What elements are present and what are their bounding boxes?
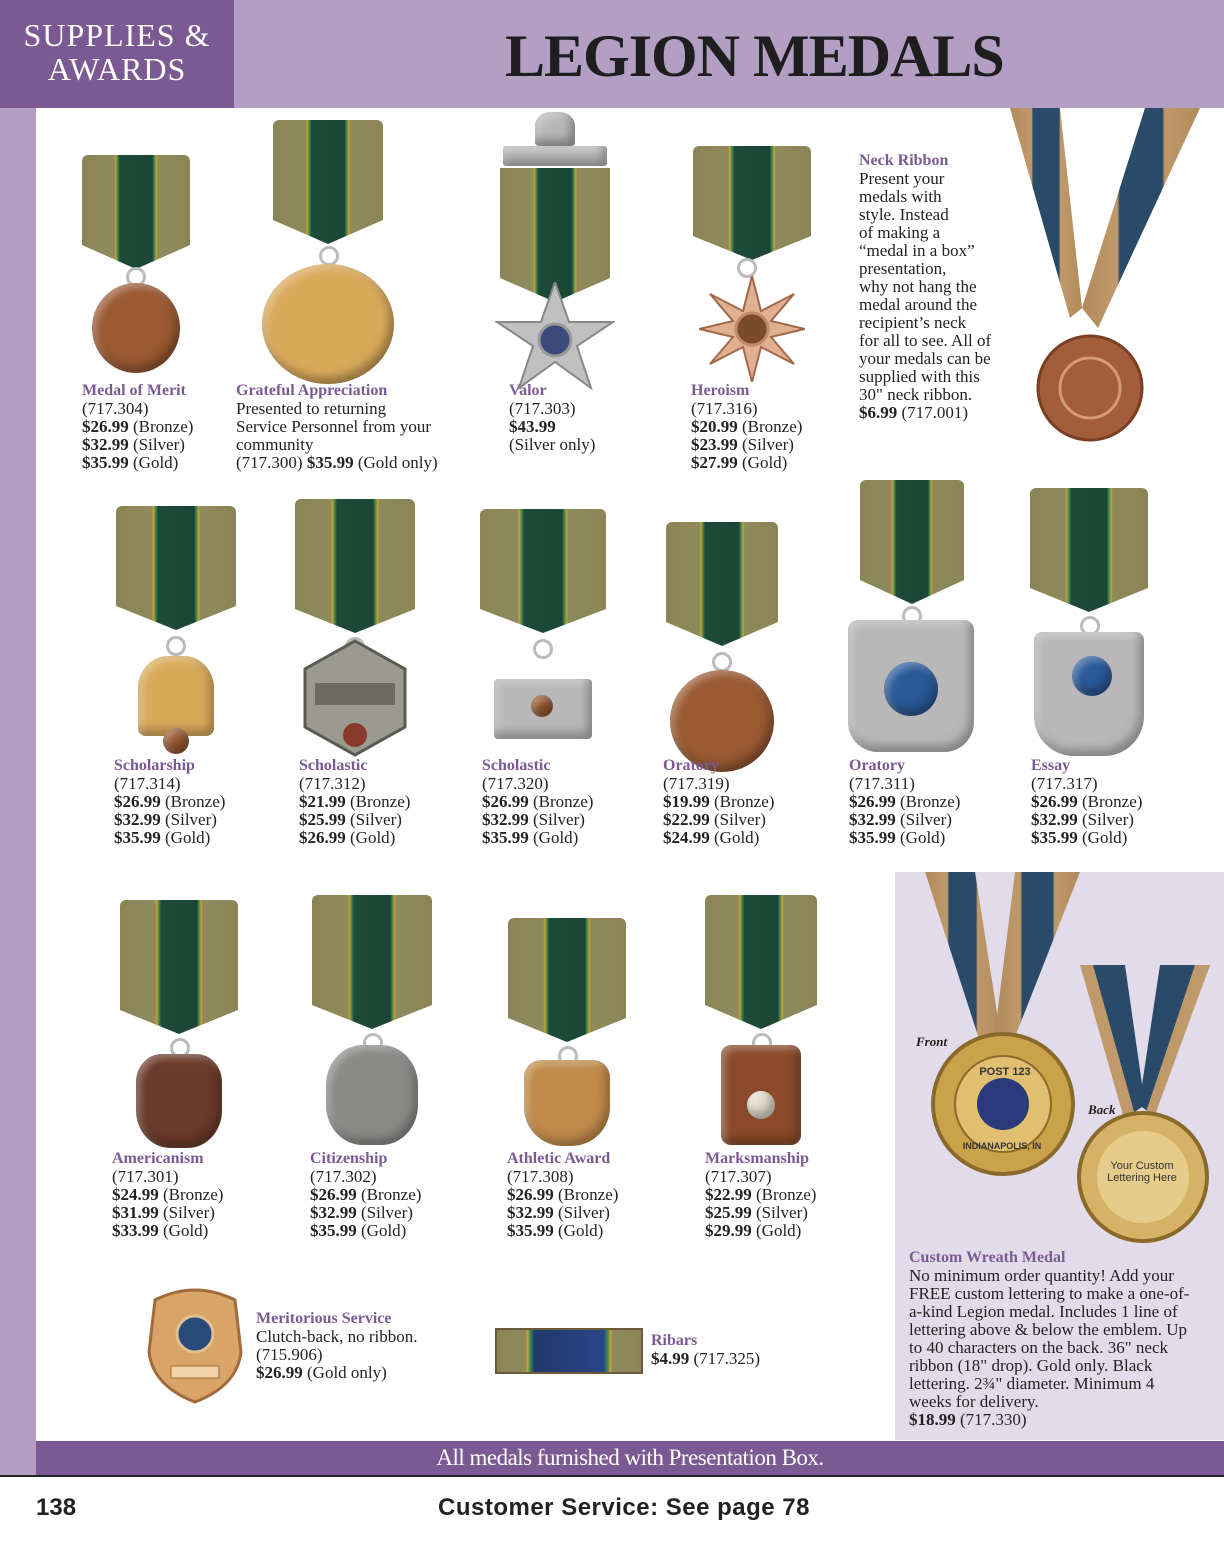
- price: $32.99: [1031, 810, 1078, 829]
- price: $23.99: [691, 435, 738, 454]
- price: $26.99: [114, 792, 161, 811]
- medal-sku: (717.320): [482, 774, 549, 793]
- medal-sku: (717.312): [299, 774, 366, 793]
- oratory-311-image: [848, 480, 976, 760]
- finish: (Silver): [737, 435, 794, 454]
- meritorious-service-badge-image: [145, 1282, 245, 1404]
- medal-name: Scholarship: [114, 757, 195, 774]
- finish: (Gold): [345, 828, 396, 847]
- caption-ribars: [651, 1332, 760, 1368]
- medal-name: Athletic Award: [507, 1150, 611, 1167]
- caption-americanism: [112, 1150, 223, 1240]
- description-line: Present your: [859, 169, 945, 188]
- medal-sku: (717.308): [507, 1167, 574, 1186]
- medal-name: Medal of Merit: [82, 382, 186, 399]
- product-name: Custom Wreath Medal: [909, 1249, 1066, 1266]
- caption-scholastic-320: [482, 757, 593, 847]
- medal-sku: (717.302): [310, 1167, 377, 1186]
- star-icon: [495, 282, 615, 392]
- scholastic-320-image: [480, 509, 606, 759]
- price: $32.99: [482, 810, 529, 829]
- footer-band: All medals furnished with Presentation Box.: [36, 1441, 1224, 1475]
- sku: (717.330): [955, 1410, 1027, 1429]
- price: $35.99: [1031, 828, 1078, 847]
- description-line: FREE custom lettering to make a one-of-: [909, 1284, 1190, 1303]
- page-number: 138: [36, 1494, 77, 1521]
- price: $35.99: [849, 828, 896, 847]
- caption-athletic-award: [507, 1150, 618, 1240]
- americanism-image: [120, 900, 238, 1150]
- description-line: lettering above & below the emblem. Up: [909, 1320, 1188, 1339]
- description-line: to 40 characters on the back. 36" neck: [909, 1338, 1169, 1357]
- scholastic-312-image: [295, 499, 415, 759]
- finish: (Bronze): [737, 417, 803, 436]
- price: $27.99: [691, 453, 738, 472]
- price: $26.99: [507, 1185, 554, 1204]
- medal-sku: (717.311): [849, 774, 915, 793]
- section-tab-line2: AWARDS: [47, 51, 187, 87]
- price: $35.99: [482, 828, 529, 847]
- finish: (Silver): [709, 810, 766, 829]
- medal-name: Citizenship: [310, 1150, 388, 1167]
- medal-sku: (717.307): [705, 1167, 772, 1186]
- back-label: Back: [1088, 1102, 1116, 1117]
- price: $22.99: [663, 810, 710, 829]
- description-line: “medal in a box”: [859, 241, 975, 260]
- price: $19.99: [663, 792, 710, 811]
- description-line: 30" neck ribbon.: [859, 385, 973, 404]
- caption-valor: [509, 382, 595, 454]
- description-line: a-kind Legion medal. Includes 1 line of: [909, 1302, 1178, 1321]
- description-line: lettering. 2¾" diameter. Minimum 4: [909, 1374, 1155, 1393]
- price: $21.99: [299, 792, 346, 811]
- price: $35.99: [114, 828, 161, 847]
- medal-sku: (717.316): [691, 399, 758, 418]
- scholarship-image: [116, 506, 236, 756]
- price: $25.99: [705, 1203, 752, 1222]
- caption-medal-of-merit: [82, 382, 193, 472]
- description-line: Clutch-back, no ribbon.: [256, 1327, 418, 1346]
- description-line: Service Personnel from your: [236, 417, 431, 436]
- finish: (Silver): [1077, 810, 1134, 829]
- finish: (Silver only): [509, 435, 596, 454]
- price: $26.99: [299, 828, 346, 847]
- price: $35.99: [310, 1221, 357, 1240]
- medal-name: Valor: [509, 382, 547, 399]
- finish: (Bronze): [128, 417, 194, 436]
- finish: (Gold): [160, 828, 211, 847]
- front-engraving-bottom: INDIANAPOLIS, IN: [962, 1141, 1042, 1151]
- finish: (Gold): [895, 828, 946, 847]
- finish: (Bronze): [751, 1185, 817, 1204]
- caption-scholastic-312: [299, 757, 410, 847]
- finish: (Bronze): [158, 1185, 224, 1204]
- medal-of-merit-image: [82, 155, 190, 385]
- description-line: style. Instead: [859, 205, 949, 224]
- price: $35.99: [306, 453, 354, 472]
- price: $32.99: [114, 810, 161, 829]
- caption-custom-wreath-medal: [909, 1249, 1189, 1429]
- finish: (Gold): [751, 1221, 802, 1240]
- description-line: weeks for delivery.: [909, 1392, 1039, 1411]
- price: $24.99: [112, 1185, 159, 1204]
- price: $26.99: [1031, 792, 1078, 811]
- finish: (Gold): [709, 828, 760, 847]
- price: $35.99: [507, 1221, 554, 1240]
- front-engraving-top: POST 123: [979, 1066, 1031, 1078]
- finish: (Gold): [128, 453, 179, 472]
- finish: (Bronze): [528, 792, 594, 811]
- finish: (Gold only): [353, 453, 438, 472]
- medal-name: Heroism: [691, 382, 750, 399]
- finish: (Bronze): [345, 792, 411, 811]
- wreath-medal-front-image: [905, 872, 1085, 1177]
- price: $26.99: [310, 1185, 357, 1204]
- finish: (Silver): [158, 1203, 215, 1222]
- caption-citizenship: [310, 1150, 421, 1240]
- description-line: presentation,: [859, 259, 947, 278]
- medal-name: Oratory: [849, 757, 905, 774]
- caption-essay: [1031, 757, 1142, 847]
- price: $33.99: [112, 1221, 159, 1240]
- finish: (Gold): [737, 453, 788, 472]
- grateful-appreciation-image: [258, 120, 398, 390]
- medal-name: Essay: [1031, 757, 1071, 774]
- caption-meritorious-service: [256, 1310, 417, 1382]
- finish: (Gold): [528, 828, 579, 847]
- description-line: your medals can be: [859, 349, 991, 368]
- price: $6.99: [859, 403, 898, 422]
- price: $35.99: [82, 453, 129, 472]
- finish: (Bronze): [895, 792, 961, 811]
- price: $29.99: [705, 1221, 752, 1240]
- medal-sku: (717.303): [509, 399, 576, 418]
- caption-marksmanship: [705, 1150, 816, 1240]
- neck-ribbon-image: [990, 108, 1210, 443]
- medal-sku: (717.317): [1031, 774, 1098, 793]
- section-tab: [0, 0, 234, 108]
- heroism-image: [693, 146, 811, 386]
- price: $25.99: [299, 810, 346, 829]
- price: $32.99: [310, 1203, 357, 1222]
- finish: (Silver): [128, 435, 185, 454]
- caption-oratory-311: [849, 757, 960, 847]
- medal-name: Grateful Appreciation: [236, 382, 388, 399]
- price: $22.99: [705, 1185, 752, 1204]
- medal-name: Scholastic: [482, 757, 551, 774]
- price: $26.99: [482, 792, 529, 811]
- caption-neck-ribbon: [859, 152, 991, 422]
- price: $26.99: [256, 1363, 303, 1382]
- price: $20.99: [691, 417, 738, 436]
- description-line: community: [236, 435, 314, 454]
- caption-heroism: [691, 382, 802, 472]
- finish: (Silver): [895, 810, 952, 829]
- finish: (Bronze): [709, 792, 775, 811]
- page-title: LEGION MEDALS: [505, 23, 1004, 89]
- description-line: recipient’s neck: [859, 313, 967, 332]
- description-line: ribbon (18" drop). Gold only. Black: [909, 1356, 1153, 1375]
- back-engraving: Your Custom Lettering Here: [1107, 1160, 1177, 1184]
- side-bar: [0, 108, 36, 1476]
- finish: (Silver): [160, 810, 217, 829]
- finish: (Gold only): [302, 1363, 387, 1382]
- medal-name: Oratory: [663, 757, 719, 774]
- medal-name: Americanism: [112, 1150, 204, 1167]
- price: $24.99: [663, 828, 710, 847]
- price: $18.99: [909, 1410, 956, 1429]
- finish: (Bronze): [160, 792, 226, 811]
- price: $4.99: [651, 1349, 690, 1368]
- price: $32.99: [507, 1203, 554, 1222]
- price: $31.99: [112, 1203, 159, 1222]
- product-name: Ribars: [651, 1332, 698, 1349]
- marksmanship-image: [705, 895, 817, 1151]
- sku: (717.001): [897, 403, 969, 422]
- medal-sku: (717.304): [82, 399, 149, 418]
- footer-rule: [0, 1475, 1224, 1477]
- sku: (717.325): [689, 1349, 761, 1368]
- description-line: medals with: [859, 187, 942, 206]
- description-line: Presented to returning: [236, 399, 387, 418]
- price: $26.99: [82, 417, 129, 436]
- athletic-award-image: [508, 918, 626, 1152]
- finish: (Silver): [528, 810, 585, 829]
- finish: (Bronze): [1077, 792, 1143, 811]
- description-line: of making a: [859, 223, 941, 242]
- essay-image: [1030, 488, 1148, 760]
- hexagon-badge-icon: [301, 639, 409, 757]
- caption-grateful-appreciation: [236, 382, 438, 472]
- finish: (Silver): [356, 1203, 413, 1222]
- medal-name: Marksmanship: [705, 1150, 810, 1167]
- finish: (Gold): [356, 1221, 407, 1240]
- finish: (Bronze): [553, 1185, 619, 1204]
- finish: (Silver): [553, 1203, 610, 1222]
- valor-image: [495, 112, 619, 388]
- ribar-image: [495, 1328, 643, 1374]
- front-label: Front: [916, 1034, 948, 1049]
- medal-sku: (717.314): [114, 774, 181, 793]
- finish: (Silver): [751, 1203, 808, 1222]
- finish: (Bronze): [356, 1185, 422, 1204]
- finish: (Gold): [553, 1221, 604, 1240]
- star-icon: [699, 276, 805, 382]
- customer-service-note: Customer Service: See page 78: [438, 1494, 811, 1521]
- product-name: Neck Ribbon: [859, 152, 949, 169]
- medal-sku: (717.319): [663, 774, 730, 793]
- price: $32.99: [849, 810, 896, 829]
- caption-oratory-319: [663, 757, 774, 847]
- product-name: Meritorious Service: [256, 1310, 392, 1327]
- price: $26.99: [849, 792, 896, 811]
- section-tab-line1: SUPPLIES &: [23, 17, 211, 53]
- price: $32.99: [82, 435, 129, 454]
- finish: (Gold): [158, 1221, 209, 1240]
- medal-sku: (717.301): [112, 1167, 179, 1186]
- medal-sku: (717.300): [236, 453, 307, 472]
- price: $43.99: [509, 417, 556, 436]
- description-line: why not hang the: [859, 277, 977, 296]
- description-line: medal around the: [859, 295, 978, 314]
- medal-name: Scholastic: [299, 757, 368, 774]
- sku: (715.906): [256, 1345, 323, 1364]
- caption-scholarship: [114, 757, 225, 847]
- description-line: No minimum order quantity! Add your: [909, 1266, 1174, 1285]
- finish: (Gold): [1077, 828, 1128, 847]
- citizenship-image: [312, 895, 432, 1151]
- description-line: for all to see. All of: [859, 331, 992, 350]
- description-line: supplied with this: [859, 367, 980, 386]
- oratory-319-image: [666, 522, 778, 762]
- finish: (Silver): [345, 810, 402, 829]
